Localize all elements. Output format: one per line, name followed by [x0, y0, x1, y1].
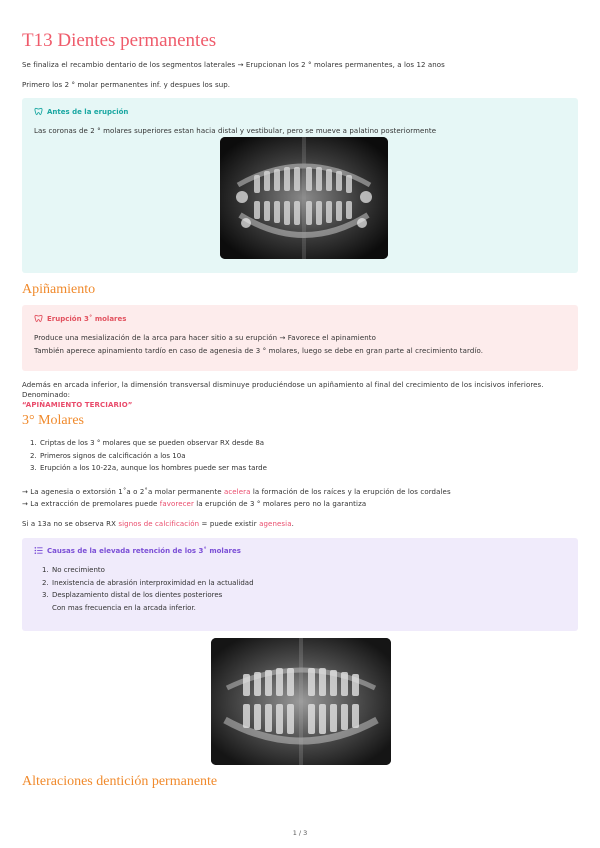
heading-alteraciones: Alteraciones dentición permanente: [22, 774, 218, 789]
list-item: 2. Inexistencia de abrasión interproximidad en la actualidad: [42, 578, 254, 587]
apinamiento-terciario-highlight: “APIÑAMIENTO TERCIARIO”: [22, 401, 133, 409]
apinamiento-paragraph-text: Además en arcada inferior, la dimensión transversal disminuye produciéndose un apiñamiento al final del crecimiento de los incisivos inferiores. Denominado:: [22, 381, 544, 399]
callout-retencion: [22, 538, 578, 631]
list-icon: [34, 546, 43, 555]
retencion-list: [42, 564, 254, 614]
panoramic-xray-image-2: [211, 638, 391, 765]
callout-third-molar-title: [34, 314, 126, 323]
arrow-line-extraccion: → La extracción de premolares puede favorecer la erupción de 3 ° molares pero no la garantiza: [22, 500, 367, 508]
list-item: 3. Erupción a los 10-22a, aunque los hombres puede ser mas tarde: [30, 464, 267, 472]
highlight-agenesia: agenesia: [259, 520, 292, 528]
tooth-icon: [34, 107, 43, 116]
page-number: 1 / 3: [292, 829, 308, 837]
list-item: 1. No crecimiento: [42, 566, 105, 574]
heading-apinamiento: Apiñamiento: [22, 282, 96, 297]
panoramic-xray-image-1: [220, 137, 388, 259]
callout-third-molar-eruption: [22, 305, 578, 371]
heading-third-molars: 3° Molares: [22, 413, 84, 428]
highlight-favorecer: favorecer: [159, 500, 194, 508]
callout-eruption-title: [34, 107, 128, 116]
rx-calcification-line: Si a 13a no se observa RX signos de calcificación = puede existir agenesia.: [22, 520, 294, 528]
list-item: 3. Desplazamiento distal de los dientes posteriores: [42, 591, 223, 599]
callout-retencion-title: [34, 546, 241, 555]
list-item: 2. Primeros signos de calcificación a los 10a: [30, 451, 186, 460]
highlight-signos-calcificacion: signos de calcificación: [118, 520, 200, 528]
callout-eruption-text: Las coronas de 2 ° molares superiores estan hacia distal y vestibular, pero se mueve a palatino posteriormente: [34, 127, 437, 135]
callout-third-molar-label: Erupción 3˚ molares: [47, 314, 127, 323]
highlight-acelera: acelera: [223, 488, 251, 496]
callout-eruption-label: Antes de la erupción: [47, 107, 129, 116]
callout-third-molar-line-1: Produce una mesialización de la arca para hacer sitio a su erupción → Favorece el apinamiento: [34, 334, 377, 342]
intro-line-1: Se finaliza el recambio dentario de los segmentos laterales → Erupcionan los 2 ° molares permanentes, a los 12 anos: [22, 61, 445, 69]
apinamiento-paragraph: [22, 380, 582, 410]
third-molars-list: [30, 437, 267, 475]
intro-line-2: Primero los 2 ° molar permanentes inf. y despues los sup.: [22, 81, 231, 89]
page-title: T13 Dientes permanentes: [22, 30, 217, 51]
callout-third-molar-line-2: También aperece apinamiento tardío en caso de agenesia de 3 ° molares, luego se debe en gran parte al crecimiento tardío.: [34, 347, 484, 355]
list-item: 1. Criptas de los 3 ° molares que se pueden observar RX desde 8a: [30, 439, 265, 447]
list-item-sub: Con mas frecuencia en la arcada inferior.: [52, 603, 196, 612]
callout-retencion-label: Causas de la elevada retención de los 3˚ molares: [47, 546, 241, 555]
tooth-icon: [34, 314, 43, 323]
arrow-line-agenesia: → La agenesia o extorsión 1˚a o 2˚a molar permanente acelera la formación de los raíces y la erupción de los cordales: [22, 488, 451, 496]
